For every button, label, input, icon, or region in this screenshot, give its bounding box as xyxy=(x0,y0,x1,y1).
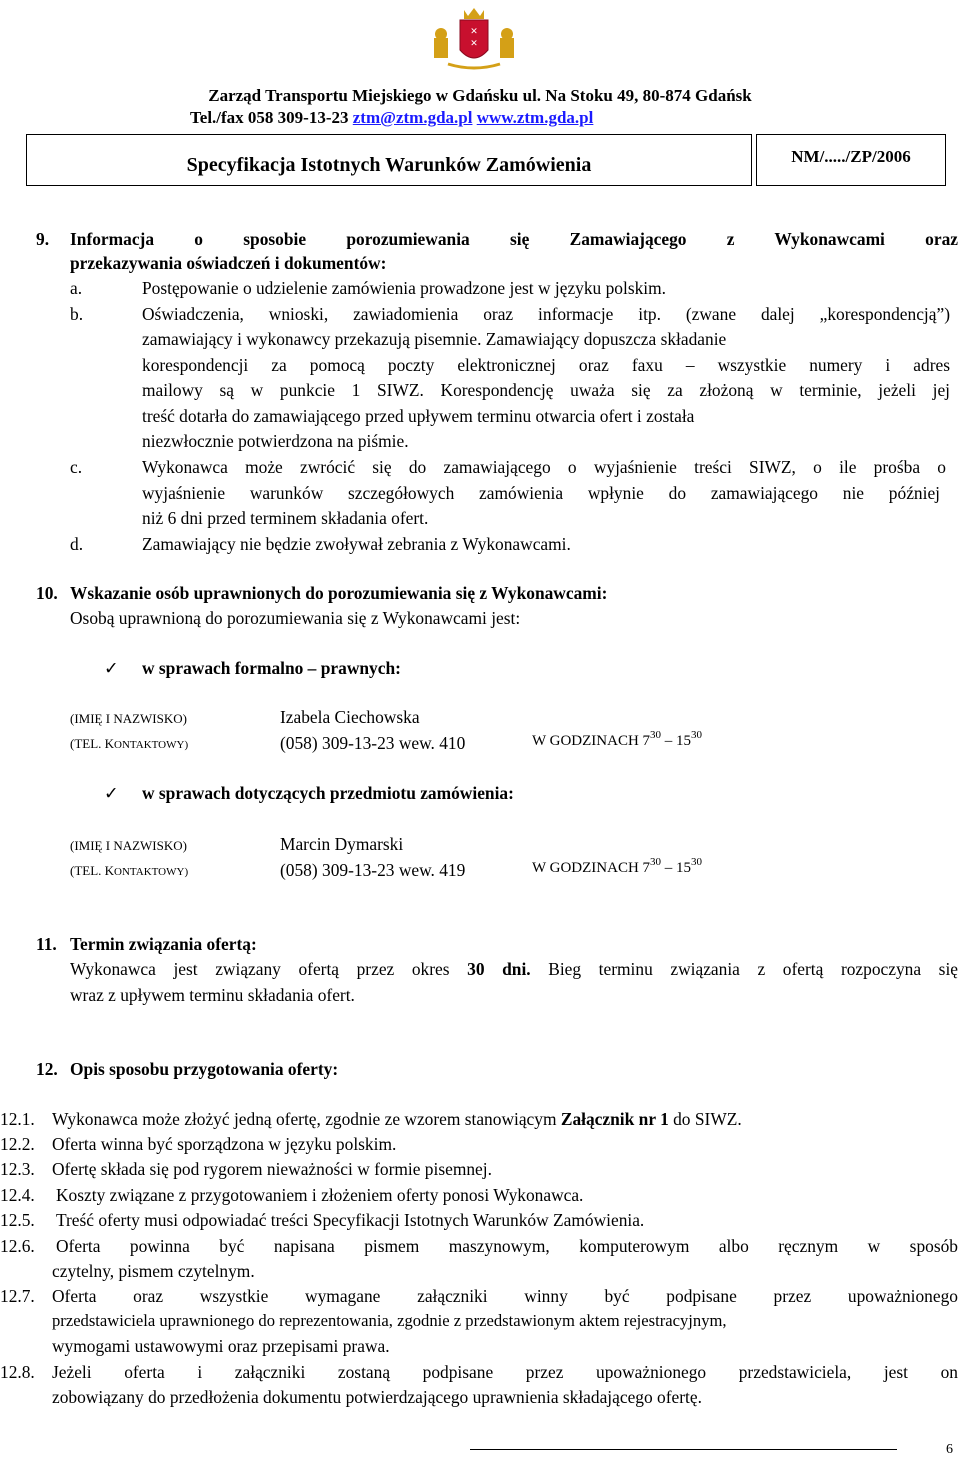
section-10-title: Wskazanie osób uprawnionych do porozumiewania się z Wykonawcami: xyxy=(70,583,608,603)
tel-label-1: (TEL. KONTAKTOWY) xyxy=(70,736,189,751)
item-b-line3: korespondencji za pomocą poczty elektronicznej oraz faxu – wszystkie numery i adres xyxy=(142,355,950,375)
item-b-line5: treść dotarła do zamawiającego przed upływem terminu otwarcia ofert i została xyxy=(142,406,695,426)
item-b-line4: mailowy są w punkcie 1 SIWZ. Korespondencję uważa się za złożoną w terminie, jeżeli jej xyxy=(142,380,950,400)
item-12-5-text: Treść oferty musi odpowiadać treści Specyfikacji Istotnych Warunków Zamówienia. xyxy=(56,1210,645,1230)
item-c-line2: wyjaśnienie warunków szczegółowych zamówienia wpłynie do zamawiającego nie później xyxy=(142,483,940,503)
section-9-title-line2: przekazywania oświadczeń i dokumentów: xyxy=(70,253,387,273)
contact-1-phone: (058) 309-13-23 wew. 410 xyxy=(280,733,466,753)
section-11-line2: wraz z upływem terminu składania ofert. xyxy=(70,985,355,1005)
section-10-intro: Osobą uprawnioną do porozumiewania się z Wykonawcami jest: xyxy=(70,608,521,628)
section-11-title: Termin związania ofertą: xyxy=(70,934,257,954)
item-12-2-number: 12.2. xyxy=(0,1134,35,1154)
name-label-1: (IMIĘ I NAZWISKO) xyxy=(70,711,187,726)
section-11-number: 11. xyxy=(36,934,57,954)
item-d-text: Zamawiający nie będzie zwoływał zebrania z Wykonawcami. xyxy=(142,534,571,554)
header-address: Zarząd Transportu Miejskiego w Gdańsku ul. Na Stoku 49, 80-874 Gdańsk xyxy=(208,86,752,105)
section-11-line1: Wykonawca jest związany ofertą przez okres 30 dni. Bieg terminu związania z ofertą rozpoczyna się xyxy=(70,959,958,979)
item-12-8-number: 12.8. xyxy=(0,1362,35,1382)
item-d-label: d. xyxy=(70,534,84,554)
contact-group-1-title: w sprawach formalno – prawnych: xyxy=(142,658,401,678)
item-12-8-line2: zobowiązany do przedłożenia dokumentu potwierdzającego uprawnienia składającego ofertę. xyxy=(52,1387,702,1407)
item-12-7-number: 12.7. xyxy=(0,1286,35,1306)
header-website-link[interactable]: www.ztm.gda.pl xyxy=(476,108,594,127)
section-9-title-line1: Informacja o sposobie porozumiewania się Zamawiającego z Wykonawcami oraz xyxy=(70,229,958,249)
header-email-link[interactable]: ztm@ztm.gda.pl xyxy=(352,108,473,127)
contact-1-hours: W GODZINACH $7^{30} - 15^{30}$ xyxy=(532,729,703,749)
item-12-7-line3: wymogami ustawowymi oraz przepisami prawa. xyxy=(52,1336,390,1356)
header-phone: Tel./fax 058 309-13-23 xyxy=(190,108,353,127)
contact-group-2-title: w sprawach dotyczących przedmiotu zamówienia: xyxy=(142,783,514,803)
document-title: Specyfikacja Istotnych Warunków Zamówienia xyxy=(186,154,592,176)
item-12-4-text: Koszty związane z przygotowaniem i złożeniem oferty ponosi Wykonawca. xyxy=(56,1185,584,1205)
svg-text:✕: ✕ xyxy=(470,27,478,37)
item-12-3-number: 12.3. xyxy=(0,1159,35,1179)
page-number: 6 xyxy=(946,1442,953,1457)
section-12-title: Opis sposobu przygotowania oferty: xyxy=(70,1059,339,1079)
item-c-label: c. xyxy=(70,457,83,477)
contact-2-phone: (058) 309-13-23 wew. 419 xyxy=(280,860,466,880)
item-12-7-line2: przedstawiciela uprawnionego do reprezentowania, zgodnie z przedstawionym aktem rejestracyjnym, xyxy=(52,1311,727,1330)
item-a-label: a. xyxy=(70,278,83,298)
document-ref-number: NM/...../ZP/2006 xyxy=(791,147,911,166)
section-9-number: 9. xyxy=(36,229,50,249)
item-12-8-line1: Jeżeli oferta i załączniki zostaną podpisane przez upoważnionego przedstawiciela, jest on xyxy=(52,1362,958,1382)
checkmark-icon: ✓ xyxy=(104,783,119,803)
tel-label-2: (TEL. KONTAKTOWY) xyxy=(70,863,189,878)
name-label-2: (IMIĘ I NAZWISKO) xyxy=(70,838,187,853)
item-b-line2: zamawiający i wykonawcy przekazują pisemnie. Zamawiający dopuszcza składanie xyxy=(142,329,727,349)
contact-2-name: Marcin Dymarski xyxy=(280,834,404,854)
checkmark-icon: ✓ xyxy=(104,658,119,678)
item-c-line1: Wykonawca może zwrócić się do zamawiającego o wyjaśnienie treści SIWZ, o ile prośba o xyxy=(142,457,946,477)
item-12-6-number: 12.6. xyxy=(0,1236,35,1256)
contact-2-hours: W GODZINACH $7^{30} - 15^{30}$ xyxy=(532,856,703,876)
item-c-line3: niż 6 dni przed terminem składania ofert. xyxy=(142,508,429,528)
item-12-7-line1: Oferta oraz wszystkie wymagane załączniki winny być podpisane przez upoważnionego xyxy=(52,1286,958,1306)
item-12-2-text: Oferta winna być sporządzona w języku polskim. xyxy=(52,1134,397,1154)
item-a-text: Postępowanie o udzielenie zamówienia prowadzone jest w języku polskim. xyxy=(142,278,666,298)
section-10-number: 10. xyxy=(36,583,58,603)
item-b-line1: Oświadczenia, wnioski, zawiadomienia oraz informacje itp. (zwane dalej „korespondencją”) xyxy=(142,304,950,324)
contact-1-name: Izabela Ciechowska xyxy=(280,707,420,727)
item-b-line6: niezwłocznie potwierdzona na piśmie. xyxy=(142,431,409,451)
section-12-number: 12. xyxy=(36,1059,58,1079)
item-b-label: b. xyxy=(70,304,84,324)
item-12-5-number: 12.5. xyxy=(0,1210,35,1230)
svg-text:✕: ✕ xyxy=(470,39,478,49)
item-12-3-text: Ofertę składa się pod rygorem nieważności w formie pisemnej. xyxy=(52,1159,492,1179)
item-12-6-line2: czytelny, pismem czytelnym. xyxy=(52,1261,255,1281)
item-12-4-number: 12.4. xyxy=(0,1185,35,1205)
item-12-1-text: Wykonawca może złożyć jedną ofertę, zgodnie ze wzorem stanowiącym Załącznik nr 1 do SIWZ. xyxy=(52,1109,742,1129)
header-contact xyxy=(190,108,593,128)
gdansk-coat-of-arms-logo xyxy=(428,6,520,76)
item-12-1-number: 12.1. xyxy=(0,1109,35,1129)
footer-divider xyxy=(470,1449,897,1450)
item-12-6-line1: Oferta powinna być napisana pismem maszynowym, komputerowym albo ręcznym w sposób xyxy=(56,1236,958,1256)
